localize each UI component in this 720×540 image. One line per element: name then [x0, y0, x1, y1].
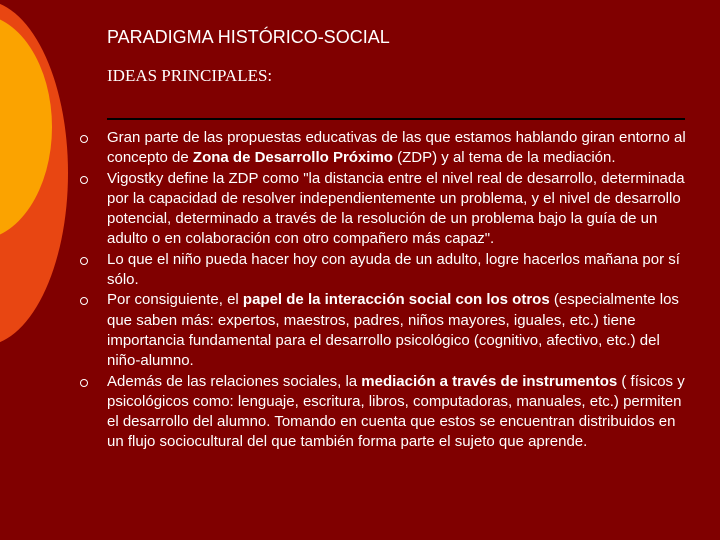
bullet-item: [77, 128, 692, 169]
bullet-text: [107, 251, 680, 288]
bullet-text-bold: Zona de Desarrollo Próximo: [192, 149, 393, 167]
bullet-item: [77, 250, 692, 291]
bullet-item: [77, 169, 692, 250]
bullet-text-run: Vigostky define la ZDP como "la distancia entre el nivel real de desarrollo, determinada por la capacidad de resolver independientemente un problema, y el nivel de desarrollo potencial, determinado a través de la resolución de un problema bajo la guía de un adulto o en colaboración con otro compañero más capaz".: [107, 169, 685, 248]
divider-rule: [107, 118, 685, 120]
bullet-text-run: (ZDP) y al tema de la mediación.: [392, 149, 616, 167]
bullet-text: [107, 291, 679, 369]
bullet-text-run: Por consiguiente, el: [107, 291, 243, 309]
bullet-item: [77, 372, 692, 453]
bullet-circle-icon: [80, 176, 88, 184]
bullet-list: [77, 128, 692, 453]
bullet-text: [107, 170, 685, 248]
bullet-text-run: Lo que el niño pueda hacer hoy con ayuda de un adulto, logre hacerlos mañana por sí sólo.: [107, 250, 680, 289]
bullet-text-bold: papel de la interacción social con los otros: [242, 291, 550, 309]
bullet-text-run: ( físicos y psicológicos como: lenguaje, escritura, libros, computadoras, manuales, etc.) permiten el desarrollo del alumno. Tomando en cuenta que estos se encuentran distribuidos en un flujo sociocultural del que también forma parte el sujeto que aprende.: [107, 372, 685, 451]
bullet-text: [107, 129, 686, 166]
bullet-text: [107, 373, 685, 451]
bullet-text-run: Gran parte de las propuestas educativas de las que estamos hablando giran entorno al concepto de: [107, 129, 686, 167]
bullet-item: [77, 290, 692, 371]
bullet-circle-icon: [80, 135, 88, 143]
bullet-text-bold: mediación a través de instrumentos: [361, 372, 618, 390]
bullet-text-run: Además de las relaciones sociales, la: [107, 372, 362, 390]
bullet-text-run: (especialmente los que saben más: expertos, maestros, padres, niños mayores, iguales, etc.) tiene importancia fundamental para el desarrollo psicológico (cognitivo, afectivo, etc.) del niño-alumno.: [107, 291, 679, 370]
bullet-circle-icon: [80, 379, 88, 387]
slide-title: PARADIGMA HISTÓRICO-SOCIAL: [107, 27, 390, 47]
bullet-circle-icon: [80, 257, 88, 265]
bullet-circle-icon: [80, 297, 88, 305]
slide-subtitle: IDEAS PRINCIPALES:: [107, 66, 273, 85]
